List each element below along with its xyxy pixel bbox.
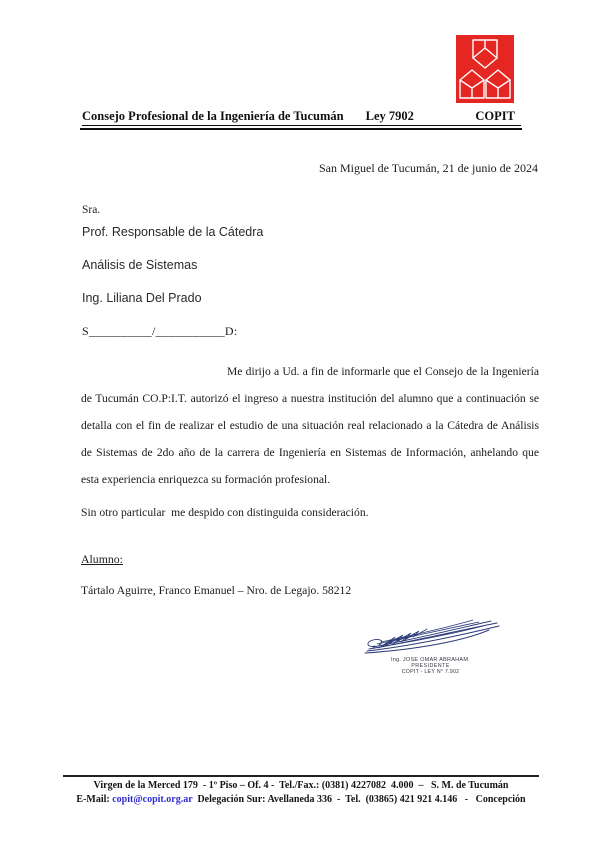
footer-address-line: Virgen de la Merced 179 - 1º Piso – Of. 4 - Tel./Fax.: (0381) 4227082 4.000 – S. M. de Tucumán <box>93 780 509 791</box>
closing-line: Sin otro particular me despido con distinguida consideración. <box>81 506 369 519</box>
signer-org: COPIT - LEY N° 7.902 <box>401 669 460 675</box>
handwritten-signature-icon <box>361 616 501 656</box>
footer-contact-rest: Delegación Sur: Avellaneda 336 - Tel. (03865) 421 921 4.146 - Concepción <box>192 793 526 805</box>
footer-email-link[interactable]: copit@copit.org.ar <box>112 793 193 805</box>
three-cubes-logo-icon <box>456 35 514 103</box>
footer-contact-line <box>31 793 571 807</box>
sd-salutation-line: S__________/___________D: <box>82 324 238 338</box>
recipient-subject: Análisis de Sistemas <box>82 258 198 272</box>
body-paragraph: Me dirijo a Ud. a fin de informarle que el Consejo de la Ingeniería de Tucumán CO.P:I.T. autorizó el ingreso a nuestra institución del alumno que a continuación se detalla con el fin de realizar el estudio de una situación real relacionado a la Cátedra de Análisis de Sistemas de 2do año de la carrera de Ingeniería en Sistemas de Información, anhelando que esta experiencia enriquezca su formación profesional. <box>81 365 539 486</box>
student-label: Alumno: <box>81 552 123 566</box>
recipient-name: Ing. Liliana Del Prado <box>82 291 202 305</box>
letterhead-rule <box>80 128 522 130</box>
letterhead-row <box>82 107 521 126</box>
signer-name: Ing. JOSE OMAR ABRAHAM. <box>391 657 470 663</box>
footer-rule <box>63 775 539 777</box>
org-title: Consejo Profesional de la Ingeniería de Tucumán <box>82 109 344 123</box>
org-acronym: COPIT <box>475 109 515 123</box>
recipient-role: Prof. Responsable de la Cátedra <box>82 225 264 239</box>
recipient-salutation: Sra. <box>82 204 101 216</box>
student-line: Tártalo Aguirre, Franco Emanuel – Nro. de Legajo. 58212 <box>81 584 352 597</box>
date-line: San Miguel de Tucumán, 21 de junio de 2024 <box>319 161 538 175</box>
footer-email-label: E-Mail: <box>76 793 113 805</box>
footer <box>31 779 571 806</box>
org-law-number: Ley 7902 <box>365 109 414 123</box>
signer-title: PRESIDENTE <box>411 663 450 669</box>
signature-block <box>358 616 503 675</box>
copit-logo <box>456 35 514 103</box>
